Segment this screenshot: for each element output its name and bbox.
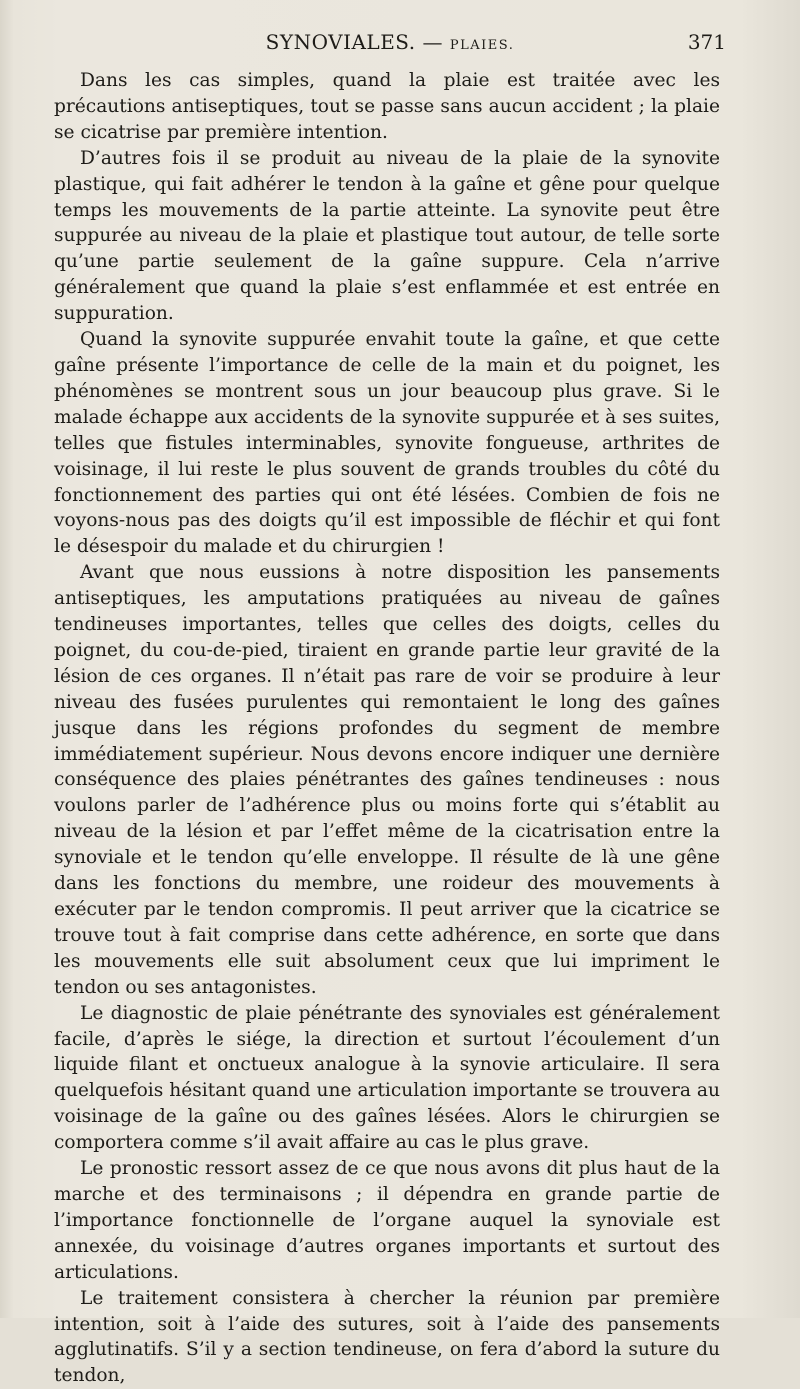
running-head-subtitle: PLAIES. bbox=[449, 38, 515, 53]
body-text bbox=[54, 68, 720, 1389]
paragraph: Le diagnostic de plaie pénétrante des synoviales est généralement facile, d’après le siége, la direction et surtout l’écoulement d’un liquide filant et onctueux analogue à la synovie articulaire. Il sera quelquefois hésitant quand une articulation importante se trouvera au voisinage de la gaîne ou des gaînes lésées. Alors le chirurgien se comportera comme s’il avait affaire au cas le plus grave. bbox=[54, 1002, 720, 1154]
paragraph: Le pronostic ressort assez de ce que nous avons dit plus haut de la marche et des terminaisons ; il dépendra en grande partie de l’importance fonctionnelle de l’organe auquel la synoviale est annexée, du voisinage d’autres organes importants et surtout des articulations. bbox=[54, 1158, 720, 1283]
running-head bbox=[54, 30, 726, 60]
paragraph: D’autres fois il se produit au niveau de la plaie de la synovite plastique, qui fait adhérer le tendon à la gaîne et gêne pour quelque temps les mouvements de la partie atteinte. La synovite peut être suppurée au niveau de la plaie et plastique tout autour, de telle sorte qu’une partie seulement de la gaîne suppure. Cela n’arrive généralement que quand la plaie s’est enflammée et est entrée en suppuration. bbox=[54, 147, 720, 325]
paragraph: Dans les cas simples, quand la plaie est traitée avec les précautions antiseptiques, tout se passe sans aucun accident ; la plaie se cicatrise par première intention. bbox=[54, 70, 720, 143]
paragraph: Avant que nous eussions à notre disposition les pansements antiseptiques, les amputations pratiquées au niveau de gaînes tendineuses importantes, telles que celles des doigts, celles du poignet, du cou-de-pied, tiraient en grande partie leur gravité de la lésion de ces organes. Il n’était pas rare de voir se produire à leur niveau des fusées purulentes qui remontaient le long des gaînes jusque dans les régions profondes du segment de membre immédiatement supérieur. Nous devons encore indiquer une dernière conséquence des plaies pénétrantes des gaînes tendineuses : nous voulons parler de l’adhérence plus ou moins forte qui s’établit au niveau de la lésion et par l’effet même de la cicatrisation entre la synoviale et le tendon qu’elle enveloppe. Il résulte de là une gêne dans les fonctions du membre, une roideur des mouvements à exécuter par le tendon compromis. Il peut arriver que la cicatrice se trouve tout à fait comprise dans cette adhérence, en sorte que dans les mouvements elle suit absolument ceux que lui impriment le tendon ou ses antagonistes. bbox=[54, 562, 720, 998]
running-head-title-line bbox=[54, 30, 726, 54]
page-number: 371 bbox=[687, 30, 726, 54]
paragraph: Quand la synovite suppurée envahit toute la gaîne, et que cette gaîne présente l’importance de celle de la main et du poignet, les phénomènes se montrent sous un jour beaucoup plus grave. Si le malade échappe aux accidents de la synovite suppurée et à ses suites, telles que fistules interminables, synovite fongueuse, arthrites de voisinage, il lui reste le plus souvent de grands troubles du côté du fonctionnement des parties qui ont été lésées. Combien de fois ne voyons-nous pas des doigts qu’il est impossible de fléchir et qui font le désespoir du malade et du chirurgien ! bbox=[54, 329, 720, 558]
paragraph: Le traitement consistera à chercher la réunion par première intention, soit à l’aide des sutures, soit à l’aide des pansements agglutinatifs. S’il y a section tendineuse, on fera d’abord la suture du tendon, bbox=[54, 1287, 720, 1387]
running-head-separator: — bbox=[422, 30, 443, 54]
running-head-title: SYNOVIALES. bbox=[265, 30, 416, 54]
